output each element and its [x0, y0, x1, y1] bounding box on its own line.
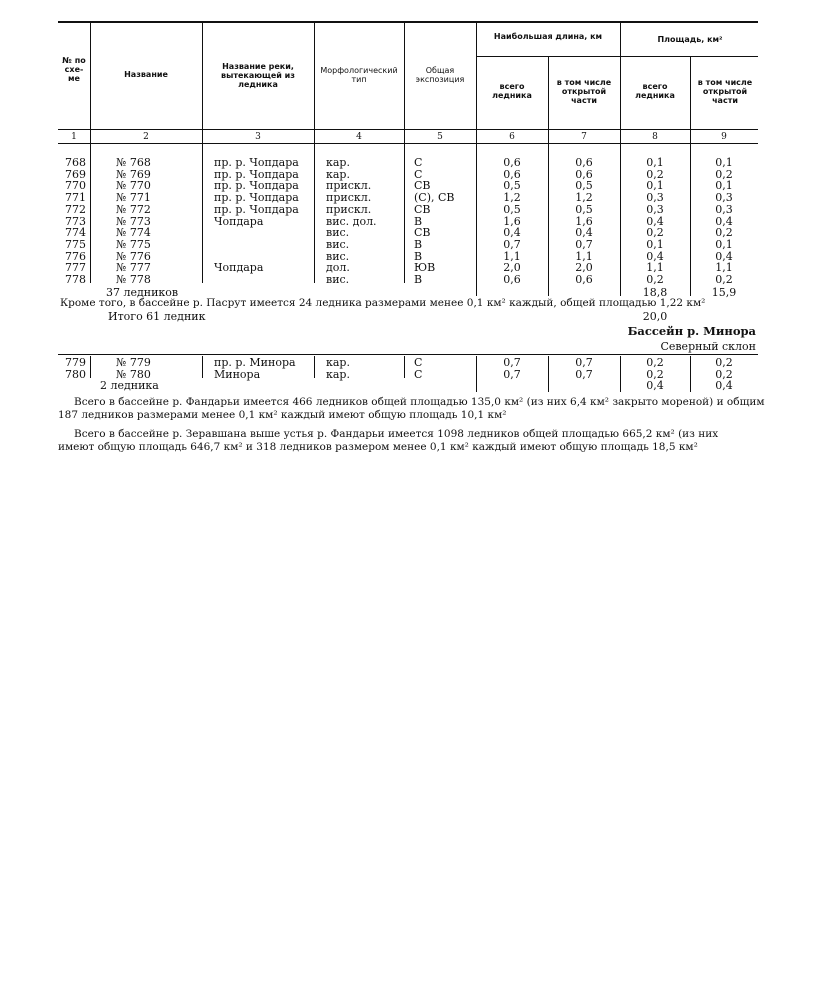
col-divider — [404, 21, 405, 143]
cell-area: 0,2 — [646, 226, 664, 240]
header-area-open: в том числе открытой части — [697, 78, 753, 105]
cell-no: 774 — [65, 226, 86, 240]
section-rule — [58, 354, 758, 355]
cell-area-open: 0,3 — [715, 202, 733, 216]
cell-no: 770 — [65, 179, 86, 193]
cell-len: 0,5 — [503, 202, 521, 216]
cell-name: № 775 — [116, 237, 151, 251]
header-length-open: в том числе открытой части — [556, 78, 612, 105]
cell-river: Чопдара — [214, 214, 264, 228]
cell-name: № 779 — [116, 356, 151, 369]
total-area: 0,4 — [646, 379, 664, 392]
colnum-bottom-rule — [58, 143, 758, 144]
header-exposure: Общая экспозиция — [415, 66, 465, 84]
cell-morph: дол. — [326, 261, 350, 275]
cell-len-open: 0,6 — [575, 167, 593, 181]
header-area-total: всего ледника — [635, 82, 675, 100]
col-divider — [548, 56, 549, 143]
col-number: 2 — [143, 132, 149, 142]
cell-len: 0,7 — [503, 367, 521, 381]
col-divider — [314, 21, 315, 143]
col-divider — [404, 356, 405, 378]
cell-area: 0,2 — [646, 273, 664, 286]
col-divider — [202, 21, 203, 143]
cell-no: 775 — [65, 237, 86, 251]
cell-area-open: 0,4 — [715, 249, 733, 263]
cell-morph: кар. — [326, 356, 350, 369]
section-title: Бассейн р. Минора — [627, 324, 756, 338]
col-divider — [404, 143, 405, 283]
cell-len-open: 1,2 — [575, 191, 593, 205]
cell-area-open: 0,4 — [715, 214, 733, 228]
cell-no: 771 — [65, 191, 86, 205]
cell-exp: ЮВ — [414, 261, 436, 275]
cell-len-open: 0,5 — [575, 179, 593, 193]
cell-name: № 768 — [116, 156, 151, 169]
cell-len: 1,1 — [503, 249, 521, 263]
cell-no: 776 — [65, 249, 86, 263]
cell-name: № 780 — [116, 367, 151, 381]
cell-len: 0,6 — [503, 273, 521, 286]
cell-no: 779 — [65, 356, 86, 369]
cell-area: 1,1 — [646, 261, 664, 275]
cell-name: № 774 — [116, 226, 151, 240]
col-divider — [620, 21, 621, 143]
cell-exp: (С), СВ — [414, 191, 455, 205]
cell-name: № 769 — [116, 167, 151, 181]
col-number: 4 — [356, 132, 362, 142]
cell-river: Чопдара — [214, 261, 264, 275]
cell-len-open: 2,0 — [575, 261, 593, 275]
cell-area: 0,3 — [646, 191, 664, 205]
cell-area: 0,4 — [646, 214, 664, 228]
cell-morph: кар. — [326, 156, 350, 169]
cell-morph: прискл. — [326, 191, 372, 205]
cell-name: № 773 — [116, 214, 151, 228]
cell-morph: кар. — [326, 367, 350, 381]
cell-name: № 776 — [116, 249, 151, 263]
col-divider — [90, 143, 91, 283]
cell-area-open: 1,1 — [715, 261, 733, 275]
cell-len: 2,0 — [503, 261, 521, 275]
cell-exp: В — [414, 249, 423, 263]
col-divider — [314, 356, 315, 378]
col-number: 6 — [509, 132, 515, 142]
cell-area: 0,1 — [646, 179, 664, 193]
cell-len: 1,6 — [503, 214, 521, 228]
header-river: Название реки, вытекающей из ледника — [221, 62, 295, 89]
cell-len: 0,6 — [503, 167, 521, 181]
cell-area-open: 0,3 — [715, 191, 733, 205]
header-morph: Морфологический тип — [320, 66, 398, 84]
header-length-total: всего ледника — [492, 82, 532, 100]
cell-river: пр. р. Чопдара — [214, 202, 299, 216]
cell-river: пр. р. Чопдара — [214, 179, 299, 193]
cell-area-open: 0,2 — [715, 367, 733, 381]
cell-river: пр. р. Чопдара — [214, 167, 299, 181]
cell-len: 0,5 — [503, 179, 521, 193]
cell-len-open: 0,7 — [575, 237, 593, 251]
summary-zeravshan-line1: Всего в бассейне р. Зеравшана выше устья р. Фандарьи имеется 1098 ледников общей площадью 665,2 км² (из них — [74, 428, 719, 440]
cell-no: 777 — [65, 261, 86, 275]
cell-area-open: 0,1 — [715, 156, 733, 169]
cell-exp: СВ — [414, 202, 431, 216]
col-divider — [314, 143, 315, 283]
total-label: 2 ледника — [100, 379, 159, 392]
col-number: 3 — [255, 132, 261, 142]
cell-area: 0,2 — [646, 356, 664, 369]
cell-no: 780 — [65, 367, 86, 381]
col-divider — [90, 356, 91, 378]
cell-area: 0,1 — [646, 156, 664, 169]
cell-exp: СВ — [414, 226, 431, 240]
header-area: Площадь, км² — [657, 35, 723, 44]
total-area-open: 0,4 — [715, 379, 733, 392]
cell-no: 768 — [65, 156, 86, 169]
header-no: № по схе-ме — [62, 56, 86, 83]
cell-area-open: 0,2 — [715, 356, 733, 369]
header-bottom-rule — [58, 129, 758, 130]
cell-morph: вис. — [326, 273, 350, 286]
cell-river: пр. р. Минора — [214, 356, 296, 369]
cell-len-open: 1,1 — [575, 249, 593, 263]
cell-exp: СВ — [414, 179, 431, 193]
cell-area: 0,2 — [646, 167, 664, 181]
cell-morph: прискл. — [326, 202, 372, 216]
summary-fandarya-line1: Всего в бассейне р. Фандарьи имеется 466 ледников общей площадью 135,0 км² (из них 6,4 км² закрыто мореной) и общим — [74, 396, 765, 408]
header-sub-rule — [476, 56, 758, 57]
table-top-rule — [58, 21, 758, 23]
col-divider — [202, 143, 203, 283]
col-divider — [476, 21, 477, 143]
summary-fandarya-line2: 187 ледников размерами менее 0,1 км² каждый имеют общую площадь 10,1 км² — [58, 409, 507, 421]
grand-total-area: 20,0 — [642, 310, 668, 323]
col-number: 7 — [581, 132, 587, 142]
col-divider — [90, 21, 91, 143]
cell-river: Минора — [214, 367, 261, 381]
cell-exp: С — [414, 367, 423, 381]
cell-exp: С — [414, 167, 423, 181]
total-area: 18,8 — [642, 286, 668, 299]
total-label: 37 ледников — [106, 286, 179, 299]
col-divider — [202, 356, 203, 378]
cell-len: 0,7 — [503, 237, 521, 251]
cell-len-open: 0,4 — [575, 226, 593, 240]
cell-len: 0,7 — [503, 356, 521, 369]
cell-area: 0,4 — [646, 249, 664, 263]
cell-river: пр. р. Чопдара — [214, 191, 299, 205]
col-number: 1 — [71, 132, 77, 142]
col-number: 8 — [652, 132, 658, 142]
cell-area-open: 0,2 — [715, 273, 733, 286]
cell-no: 773 — [65, 214, 86, 228]
cell-exp: В — [414, 273, 423, 286]
cell-name: № 771 — [116, 191, 151, 205]
cell-morph: кар. — [326, 167, 350, 181]
cell-morph: вис. — [326, 226, 350, 240]
cell-area-open: 0,1 — [715, 179, 733, 193]
cell-name: № 778 — [116, 273, 151, 286]
cell-len-open: 0,5 — [575, 202, 593, 216]
cell-area-open: 0,1 — [715, 237, 733, 251]
cell-len-open: 0,7 — [575, 367, 593, 381]
cell-len: 0,6 — [503, 156, 521, 169]
col-number: 5 — [437, 132, 443, 142]
cell-len: 1,2 — [503, 191, 521, 205]
col-divider — [690, 56, 691, 143]
cell-exp: В — [414, 214, 423, 228]
cell-no: 778 — [65, 273, 86, 286]
cell-morph: прискл. — [326, 179, 372, 193]
cell-exp: С — [414, 356, 423, 369]
cell-area: 0,3 — [646, 202, 664, 216]
cell-exp: С — [414, 156, 423, 169]
cell-name: № 770 — [116, 179, 151, 193]
col-number: 9 — [721, 132, 727, 142]
cell-len-open: 0,6 — [575, 156, 593, 169]
header-name: Название — [124, 70, 168, 79]
cell-morph: вис. дол. — [326, 214, 377, 228]
section-subtitle: Северный склон — [660, 340, 756, 353]
cell-len: 0,4 — [503, 226, 521, 240]
cell-exp: В — [414, 237, 423, 251]
cell-river: пр. р. Чопдара — [214, 156, 299, 169]
cell-area-open: 0,2 — [715, 167, 733, 181]
cell-area: 0,1 — [646, 237, 664, 251]
header-length: Наибольшая длина, км — [493, 32, 603, 41]
cell-no: 769 — [65, 167, 86, 181]
cell-morph: вис. — [326, 237, 350, 251]
cell-len-open: 1,6 — [575, 214, 593, 228]
note-pasrut: Кроме того, в бассейне р. Пасрут имеется 24 ледника размерами менее 0,1 км² каждый, общей площадью 1,22 км² — [60, 297, 706, 309]
cell-len-open: 0,7 — [575, 356, 593, 369]
cell-area: 0,2 — [646, 367, 664, 381]
cell-name: № 772 — [116, 202, 151, 216]
total-area-open: 15,9 — [711, 286, 737, 299]
cell-len-open: 0,6 — [575, 273, 593, 286]
summary-zeravshan-line2: имеют общую площадь 646,7 км² и 318 ледников размером менее 0,1 км² каждый имеют общую площадь 18,5 км² — [58, 441, 698, 453]
cell-name: № 777 — [116, 261, 151, 275]
cell-no: 772 — [65, 202, 86, 216]
cell-area-open: 0,2 — [715, 226, 733, 240]
grand-total-label: Итого 61 ледник — [108, 310, 206, 323]
cell-morph: вис. — [326, 249, 350, 263]
